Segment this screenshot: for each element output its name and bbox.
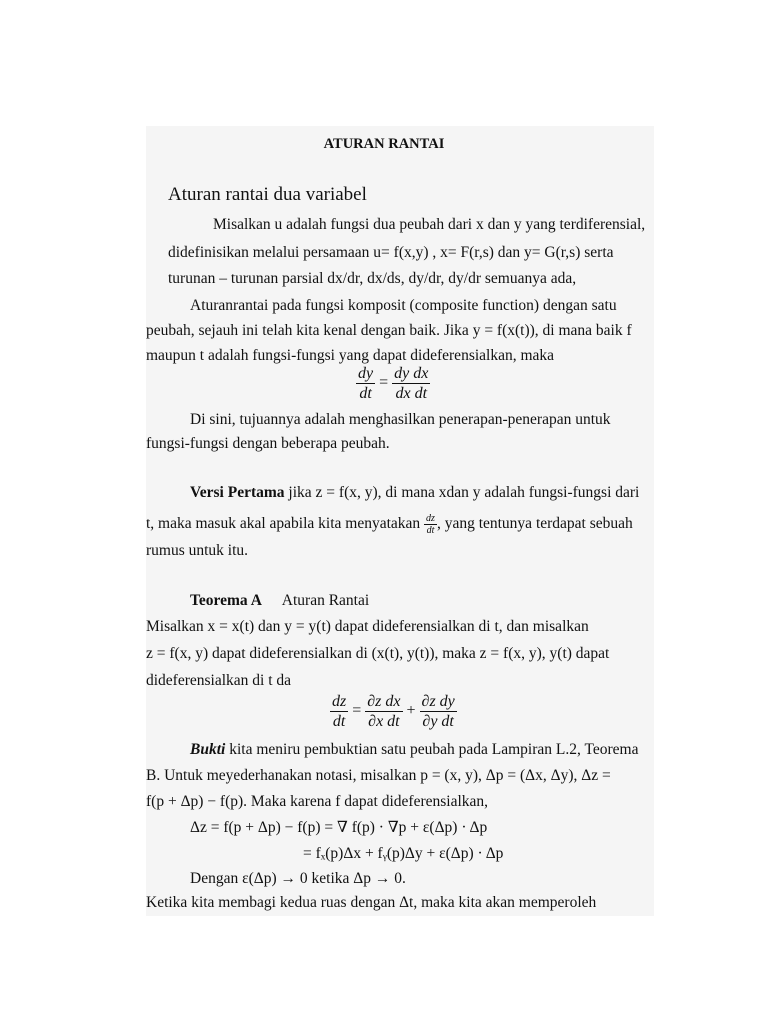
theorem-line1: Misalkan x = x(t) dan y = y(t) dapat dideferensialkan di t, dan misalkan <box>146 618 589 635</box>
para2-line2: peubah, sejauh ini telah kita kenal dengan baik. Jika y = f(x(t)), di mana baik f <box>146 322 632 339</box>
theorem-line2: z = f(x, y) dapat dideferensialkan di (x(t), y(t)), maka z = f(x, y), y(t) dapat <box>146 645 610 662</box>
proof-limit: Dengan ε(Δp) → 0 ketika Δp → 0. <box>190 870 406 887</box>
document-title: ATURAN RANTAI <box>323 136 445 152</box>
eq1-lhs: $\frac{dy}{dt}$ <box>358 365 374 402</box>
equation-chain-rule-single: $\frac{dy}{dt}$ = $\frac{\text{dy dx}}{\text{dx dt}}$ <box>358 365 429 402</box>
proof-label: Bukti <box>190 741 226 758</box>
theorem-name: Aturan Rantai <box>281 592 370 609</box>
para3-line1: Di sini, tujuannya adalah menghasilkan penerapan-penerapan untuk <box>190 411 611 428</box>
proof-equation-b: = fₓ(p)Δx + fᵧ(p)Δy + ε(Δp) · Δp <box>303 845 504 862</box>
theorem-label: Teorema A <box>190 592 262 609</box>
proof-last-line: Ketika kita membagi kedua ruas dengan Δt, maka kita akan memperoleh <box>146 894 597 911</box>
theorem-line3: dideferensialkan di t da <box>146 672 292 689</box>
versi-line2: t, maka masuk akal apabila kita menyatakan $\frac{dz}{dt}$ , yang tentunya terdapat sebuah <box>146 513 633 536</box>
versi-label: Versi Pertama <box>190 484 285 501</box>
para2-line3: maupun t adalah fungsi-fungsi yang dapat dideferensialkan, maka <box>146 347 555 364</box>
proof-line3: f(p + Δp) − f(p). Maka karena f dapat dideferensialkan, <box>146 793 489 810</box>
para1-line2: didefinisikan melalui persamaan u= f(x,y) , x= F(r,s) dan y= G(r,s) serta <box>168 244 614 261</box>
para3-line2: fungsi-fungsi dengan beberapa peubah. <box>146 435 390 452</box>
versi-line3: rumus untuk itu. <box>146 542 249 559</box>
eq1-rhs: $\frac{\text{dy dx}}{\text{dx dt}}$ <box>394 365 429 402</box>
dz-dt-fraction: $\frac{dz}{dt}$ <box>426 513 435 536</box>
theorem-heading <box>190 591 369 611</box>
para1-line3: turunan – turunan parsial dx/dr, dx/ds, dy/dr, dy/dr semuanya ada, <box>168 270 577 287</box>
versi-line1: Versi Pertama jika z = f(x, y), di mana xdan y adalah fungsi-fungsi dari <box>190 484 640 501</box>
proof-equation-a: Δz = f(p + Δp) − f(p) = ∇ f(p) · ∇p + ε(Δp) · Δp <box>190 819 488 836</box>
equation-chain-rule-two: $\frac{dz}{dt}$ = $\frac{\text{∂z dx}}{\text{∂x dt}}$ + $\frac{\text{∂z dy}}{\text{∂y dt}}$ <box>332 693 455 730</box>
para2-line1: Aturanrantai pada fungsi komposit (composite function) dengan satu <box>190 297 617 314</box>
proof-line1: Bukti kita meniru pembuktian satu peubah pada Lampiran L.2, Teorema <box>190 741 639 758</box>
proof-line2: B. Untuk meyederhanakan notasi, misalkan p = (x, y), Δp = (Δx, Δy), Δz = <box>146 767 611 784</box>
section-heading: Aturan rantai dua variabel <box>168 184 367 205</box>
para1-line1: Misalkan u adalah fungsi dua peubah dari x dan y yang terdiferensial, <box>213 216 646 233</box>
